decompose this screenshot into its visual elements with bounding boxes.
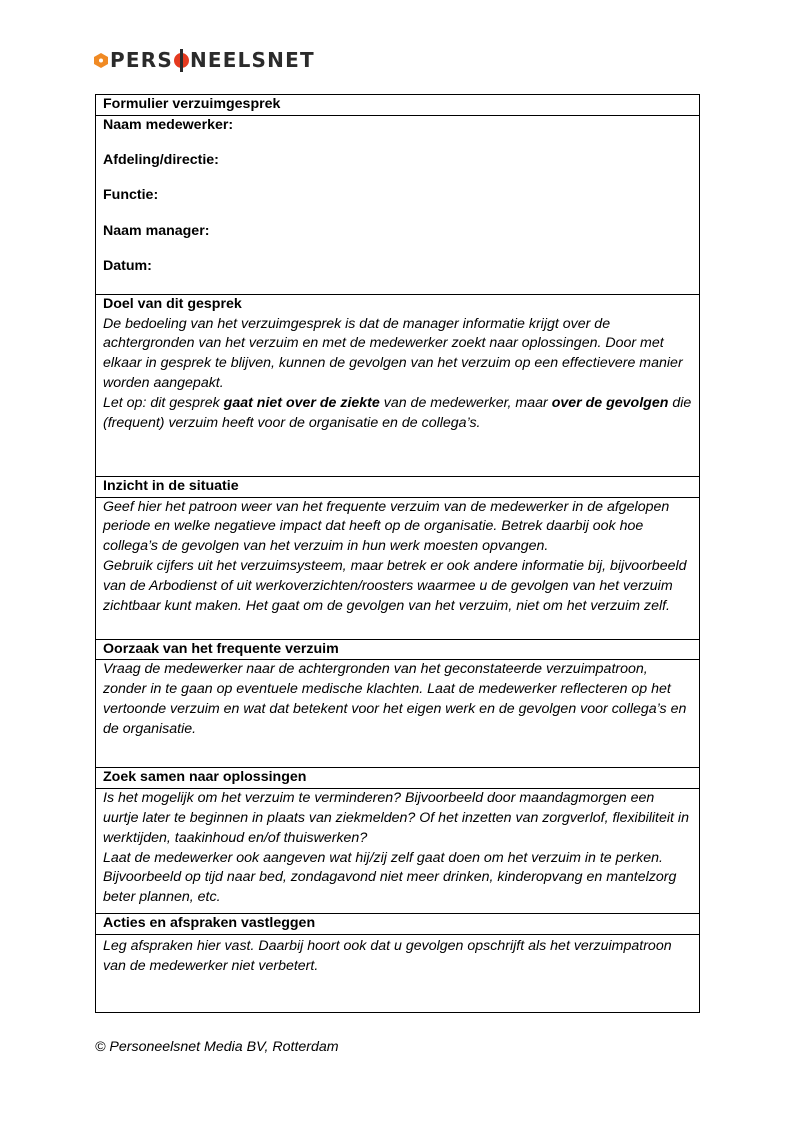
field-naam-medewerker: Naam medewerker: (103, 116, 234, 133)
acties-text: Leg afspraken hier vast. Daarbij hoort ook dat u gevolgen opschrijft als het verzuimpatroon van de medewerker niet verbetert. (96, 934, 700, 1012)
form-title: Formulier verzuimgesprek (96, 95, 700, 116)
inzicht-text-1: Geef hier het patroon weer van het frequente verzuim van de medewerker in de afgelopen periode en welke negatieve impact dat heeft op de organisatie. Betrek daarbij ook hoe collega’s de gevolgen van het verzuim in hun werk moesten opvangen. (103, 498, 670, 555)
hexagon-logo-icon (94, 53, 108, 68)
oorzaak-text: Vraag de medewerker naar de achtergronden van het geconstateerde verzuimpatroon, zonder in te gaan op eventuele medische klachten. Laat de medewerker reflecteren op het vertoonde verzuim en wat dat betekent voor het eigen werk en de gevolgen voor collega’s en de organisatie. (96, 660, 700, 768)
doel-text-2: Let op: dit gesprek gaat niet over de ziekte van de medewerker, maar over de gevolgen die (frequent) verzuim heeft voor de organisatie en de collega’s. (103, 394, 692, 431)
section-doel (96, 294, 700, 476)
oplossingen-text-1: Is het mogelijk om het verzuim te verminderen? Bijvoorbeeld door maandagmorgen een uurtje later te beginnen in plaats van ziekmelden? Of het inzetten van zorgverlof, flexibiliteit in werktijden, taakinhoud en/of thuiswerken? (103, 790, 689, 846)
inzicht-heading: Inzicht in de situatie (96, 476, 700, 497)
logo-o-mark (174, 53, 189, 68)
field-functie: Functie: (103, 186, 159, 203)
copyright-footer: © Personeelsnet Media BV, Rotterdam (95, 1039, 339, 1055)
form-info-fields (96, 115, 700, 294)
logo-wordmark: PERS NEELSNET (110, 48, 315, 72)
inzicht-text (96, 497, 700, 639)
oorzaak-heading: Oorzaak van het frequente verzuim (96, 639, 700, 660)
doel-heading: Doel van dit gesprek (103, 295, 242, 312)
acties-heading: Acties en afspraken vastleggen (96, 914, 700, 935)
personeelsnet-logo (94, 48, 315, 72)
doel-text-1: De bedoeling van het verzuimgesprek is dat de manager informatie krijgt over de achtergronden van het verzuim en met de medewerker zoekt naar oplossingen. Door met elkaar in gesprek te blijven, kunnen de gevolgen van het verzuim op een effectievere manier worden aangepakt. (103, 315, 683, 391)
oplossingen-text-2: Laat de medewerker ook aangeven wat hij/zij zelf gaat doen om het verzuim in te perken. Bijvoorbeeld op tijd naar bed, zondagavond niet meer drinken, kinderopvang en mantelzorg beter plannen, etc. (103, 849, 677, 906)
oplossingen-heading: Zoek samen naar oplossingen (96, 768, 700, 789)
field-naam-manager: Naam manager: (103, 222, 210, 239)
verzuim-form-table (95, 94, 700, 1013)
field-afdeling: Afdeling/directie: (103, 151, 219, 168)
field-datum: Datum: (103, 257, 152, 274)
oplossingen-text (96, 789, 700, 914)
inzicht-text-2: Gebruik cijfers uit het verzuimsysteem, maar betrek er ook andere informatie bij, bijvoorbeeld van de Arbodienst of uit werkoverzichten/roosters waarmee u de gevolgen van het verzuim zichtbaar kunt maken. Het gaat om de gevolgen van het verzuim, niet om het verzuim zelf. (103, 557, 687, 614)
